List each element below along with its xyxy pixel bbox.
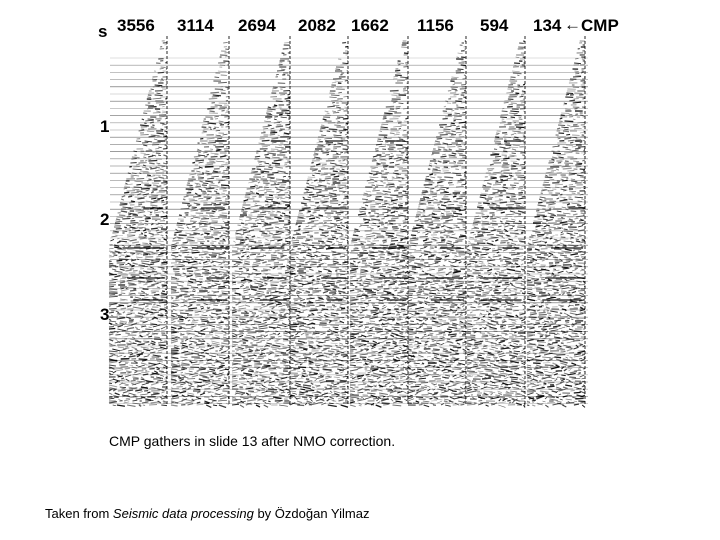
cmp-gather (527, 36, 585, 407)
cmp-label: CMP (581, 16, 619, 35)
cmp-gather (109, 36, 167, 406)
cmp-number: 3114 (177, 16, 214, 35)
cmp-gather (290, 36, 348, 407)
credit-suffix: by Özdoğan Yilmaz (253, 506, 370, 521)
seismic-figure (95, 8, 630, 408)
time-tick-1: 1 (100, 117, 110, 136)
seismic-gathers-plot (95, 8, 630, 408)
cmp-gather (350, 36, 408, 407)
cmp-gather (232, 36, 290, 407)
cmp-number: 594 (480, 16, 509, 35)
time-tick-2: 2 (100, 210, 110, 229)
cmp-number: 1156 (417, 16, 454, 35)
source-credit (45, 506, 369, 521)
cmp-number: 1662 (351, 16, 389, 35)
credit-prefix: Taken from (45, 506, 113, 521)
figure-caption: CMP gathers in slide 13 after NMO correction. (109, 433, 396, 449)
cmp-arrow-icon: ← (564, 15, 581, 34)
cmp-number: 2082 (298, 16, 336, 35)
credit-book-title: Seismic data processing (112, 506, 254, 521)
cmp-gather (171, 36, 229, 408)
cmp-gather (467, 36, 525, 407)
time-tick-3: 3 (100, 305, 110, 324)
cmp-number: 3556 (117, 16, 155, 35)
cmp-gather (408, 36, 466, 407)
time-unit-label: s (98, 22, 108, 41)
cmp-number: 134 (533, 16, 562, 35)
cmp-number: 2694 (238, 16, 276, 35)
